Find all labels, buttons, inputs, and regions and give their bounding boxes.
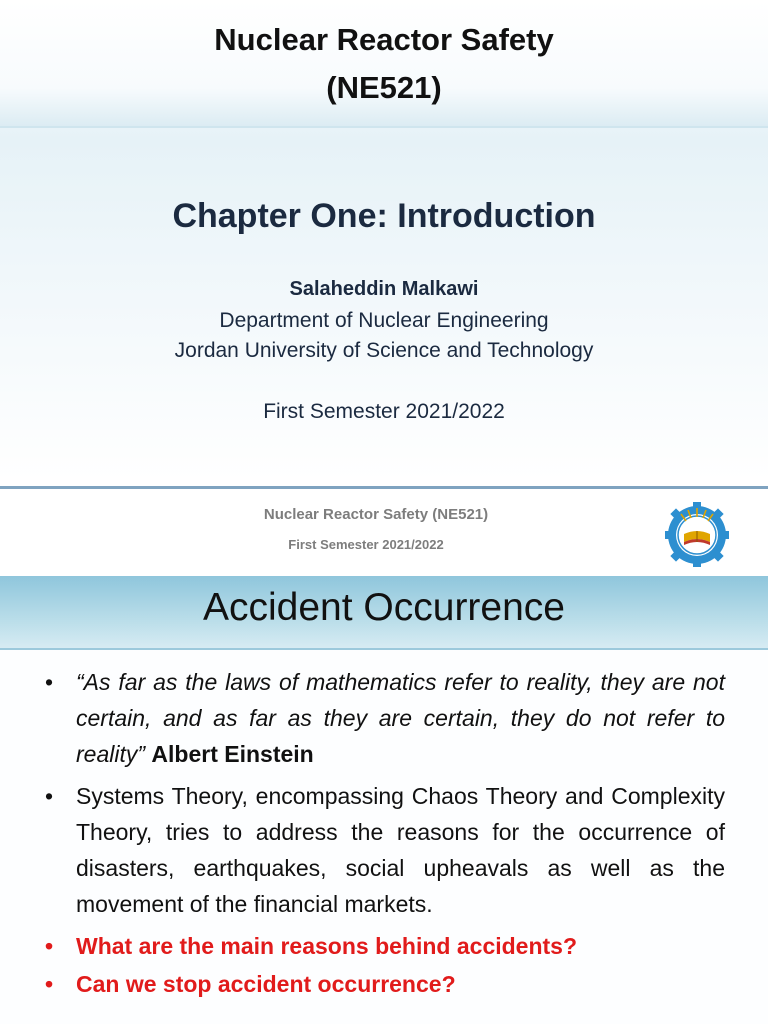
bullet-icon: • <box>45 669 54 695</box>
chapter-title: Chapter One: Introduction <box>172 197 596 235</box>
course-code: (NE521) <box>326 70 442 105</box>
slide-footer <box>0 489 768 576</box>
course-title: Nuclear Reactor Safety <box>214 22 554 57</box>
semester-label: First Semester 2021/2022 <box>263 400 505 423</box>
list-item <box>45 664 725 772</box>
title-slide <box>0 0 768 490</box>
bullet-question: Can we stop accident occurrence? <box>76 971 456 997</box>
einstein-quote: “As far as the laws of mathematics refer to reality, they are not certain, and as far as they are certain, they do not refer to reality” <box>76 669 725 767</box>
bullet-text: Systems Theory, encompassing Chaos Theory and Complexity Theory, tries to address the reasons for the occurrence of disasters, earthquakes, social upheavals as well as the movement of the financial markets. <box>76 783 725 917</box>
quote-attribution: Albert Einstein <box>151 741 314 767</box>
content-slide-header <box>0 576 768 650</box>
bullet-icon: • <box>45 933 54 959</box>
department-name: Department of Nuclear Engineering <box>219 309 549 332</box>
author-name: Salaheddin Malkawi <box>289 278 479 300</box>
slide-title: Accident Occurrence <box>203 586 565 629</box>
list-item <box>45 778 725 922</box>
footer-course-title: Nuclear Reactor Safety (NE521) <box>263 506 489 523</box>
university-seal-icon <box>664 498 730 568</box>
bullet-question: What are the main reasons behind accidents? <box>76 933 578 959</box>
university-name: Jordan University of Science and Technology <box>174 339 594 362</box>
content-slide <box>0 576 768 1024</box>
title-slide-header <box>0 0 768 128</box>
bullet-icon: • <box>45 971 54 997</box>
list-item <box>45 928 725 964</box>
footer-semester: First Semester 2021/2022 <box>288 537 444 552</box>
bullet-list <box>45 664 725 1004</box>
bullet-icon: • <box>45 783 54 809</box>
list-item <box>45 966 725 1002</box>
